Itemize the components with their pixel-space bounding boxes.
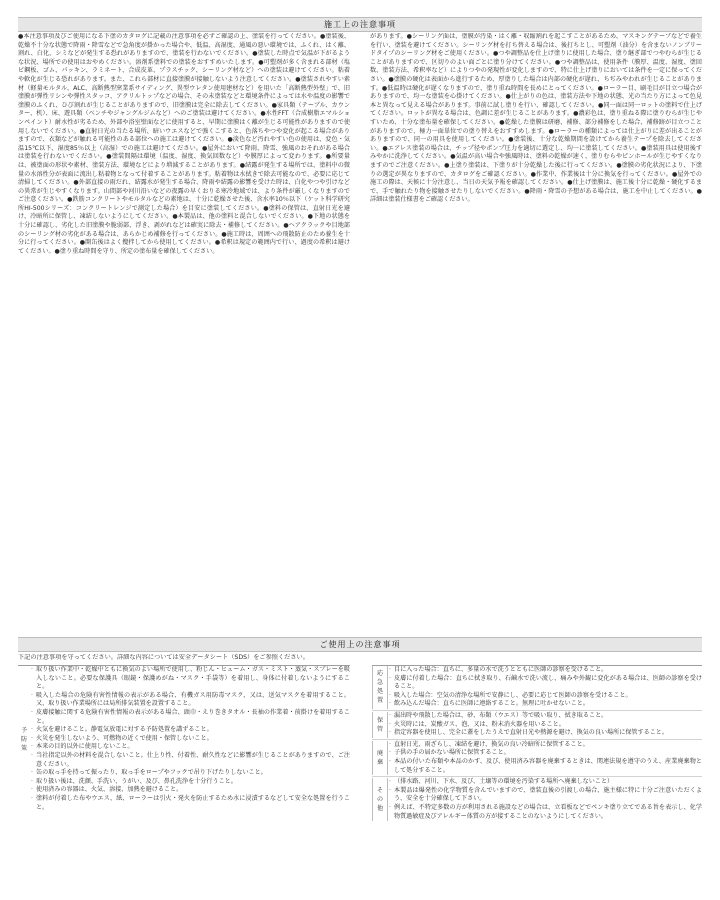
usage-item: · 本製品は爆発性の化学物質を含んでいますので、塗装直後の引渡しの場合、施主様に特に十分ご注意いただくよう、安全を十分確保して下さい。	[388, 787, 702, 804]
group-divider	[372, 739, 702, 740]
usage-group-label-text: 応急処置	[376, 670, 384, 705]
usage-item: · 取り扱い作業中・乾燥中ともに換気のよい場所で使用し、粉じん・ヒューム・ガス・ミスト・蒸気・スプレーを吸入しないこと。必要な保護具（眼鏡・保護めがね・マスク・手袋等）を着用し、身体に付着しないようにすること。	[30, 666, 350, 692]
usage-item-list	[388, 666, 702, 709]
usage-item: · 皮膚に付着した場合：直ちに拭き取り、石鹸水で洗い流し、痛みや外観に変化がある場合は、医師の診察を受けること。	[388, 675, 702, 692]
usage-item: · 漏出時や飛散した場合は、砂、布類（ウエス）等で吸い取り、拭き取ること。	[388, 712, 702, 721]
usage-group-label	[18, 666, 30, 812]
usage-group-label-text: その他	[376, 787, 384, 813]
usage-item: · 缶の取っ手を持って振ったり、取っ手をロープやフックで吊り下げたりしないこと。	[30, 769, 350, 778]
construction-notes-left-text: ●本注意事項及びご使用になる下塗のカタログに記載の注意事項を必ずご確認の上、塗装を行ってください。●塗装後、乾燥不十分な状態で降雨・降雪などで急角度が掛かった場合や、低温、高湿度、通風の悪い環境では、ふくれ、はく離、割れ、白化、シミなどが発生する恐れがありますので、塗装を行わないでください。●塗装した時点で気温が下がるような状況、場所での使用はおやめください。溶剤系塗料での塗装をおすすめいたします。●可塑剤が多く含まれる部材（塩ビ鋼板、ゴム、パッキン、ラミネート、合成皮革、プラスチック、シーリング材など）への塗装は避けてください。粘着や軟化が生じる恐れがあります。また、これら部材に直接塗膜が接触しないよう注意してください。●塗装されやすい素材（軽量モルタル、ALC、高断熱型窯業系サイディング、異型ウレタン使用建材など）を用いた「高断熱型外壁」で、旧塗膜が弾性リシンや弾性スタッコ、アクリルトップなどの場合、その未塗装などと環境条件によっては水や温度の影響で塗膜のふくれ、ひび割れが生じることがありますので、旧塗膜は完全に除去してください。●家具類（テーブル、カウンター、机）、床、遊具類（ベンチやジャングルジムなど）へのご塗装は避けてください。●水性FFT（合成樹脂エマルションペイント）耐水性が劣るため、外部や浴室壁面などに使用すると、早期に塗膜はく離が生じる可能性がありますので使用しないでください。●直射日光の当たる場所、暗いウエスなどで強くこすると、色落ちやつや変化が起こる場合がありますので、衣類などが触れる可能性のある部位への施工は避けてください。●淡色など汚れやすい色の使用は、変色・気温15℃以下、湿度85％以上（高湿）での施工は避けてください。●屋外において降雨、降雪、強風のおそれがある場合は塗装を行わないでください。●塗装間隔は環境（温度、湿度、換気回数など）や膜厚によって変わります。●所要量は、被塗面の形状や素材、塗装方法、環境などにより増減することがあります。●結露が発生する場所では、塗料中の微量の水溶性分が表面に流出し粘着物となって付着することがあります。粘着物は水拭きで除去可能なので、必要に応じて清掃してください。●外部直接の雨だれ、結露水が発生する場合、降雨や結露の影響を受けた時は、白化やつや引けなどの異常が生じやすくなります。山間部や河川沿いなどの夜露の早くおりる寒冷地域では、より条件が厳しくなりますのでご注意ください。●鉄筋コンクリートやモルタルなどの素地は、十分に乾燥させた後、含水率10％以下（ケット科学研究所HI-500シリーズ：コンクリートレンジで測定した場合）を目安に塗装してください。●塗料の保管は、直射日光を避け、冷暗所に保管し、凍結しないようにしてください。●本製品は、他の塗料と混合しないでください。●下地の状態を十分に確認し、劣化した旧塗膜や脆弱部、浮き、剥がれなどは確実に除去・補修してください。●ヘアクラックや目地部のシーリング材の劣化がある場合は、あらかじめ補修を行ってください。●施工時は、周囲への飛散防止のため養生を十分に行ってください。●開缶後はよく攪拌してから使用してください。●希釈は規定の範囲内で行い、過度の希釈は避けてください。●塗り重ね時間を守り、所定の塗布量を確保してください。	[18, 33, 350, 255]
usage-item: · 本品の付いた布類や本品のかす、及び、使用済み容器を廃棄するときは、関連法規を遵守のうえ、産業廃棄物として処分すること。	[388, 758, 702, 775]
usage-item: · 飲み込んだ場合：直ちに医師に連絡すること。無理に吐かせないこと。	[388, 700, 702, 709]
group-divider	[372, 710, 702, 711]
usage-group	[372, 741, 702, 775]
usage-item: · 火気を避けること。静電気放電に対する予防処置を講ずること。	[30, 726, 350, 735]
group-divider	[372, 776, 702, 777]
usage-item-list	[388, 712, 702, 738]
usage-item-list	[30, 666, 350, 812]
usage-item-list	[388, 778, 702, 821]
usage-group	[372, 712, 702, 738]
usage-item: · 吸入した場合の危険有害性情報の表示がある場合、有機ガス用防毒マスク、又は、送気マスクを着用すること。又、取り扱い作業場所には局所排気装置を設置すること。	[30, 692, 350, 709]
usage-item: · 本来の目的以外に使用しないこと。	[30, 743, 350, 752]
usage-item: · 指定容器を使用し、完全に蓋をしたうえで直射日光や熱源を避け、換気の良い場所に保管すること。	[388, 729, 702, 738]
usage-item: · 直射日光、雨ざらし、凍結を避け、換気の良い冷暗所に保管すること。	[388, 741, 702, 750]
usage-item: · 吸入した場合：空気の清浄な場所で安静にし、必要に応じて医師の診察を受けること。	[388, 692, 702, 701]
usage-notes-left	[18, 665, 350, 898]
usage-notes-right	[372, 665, 702, 898]
usage-item: · 使用済みの容器は、火気、溶接、加熱を避けること。	[30, 786, 350, 795]
usage-item-list	[388, 741, 702, 775]
section-title-construction: 施工上の注意事項	[18, 17, 702, 32]
usage-group-label	[372, 666, 388, 709]
usage-group	[18, 666, 350, 812]
usage-group-label	[372, 741, 388, 775]
usage-intro: 下記の注意事項を守ってください。詳細な内容については安全データシート（SDS）をご参照ください。	[18, 654, 309, 661]
construction-notes-right-column	[370, 33, 702, 618]
construction-notes	[18, 33, 702, 618]
usage-group	[372, 666, 702, 709]
usage-group-label-text: 保管	[376, 716, 384, 733]
usage-item: · 取り扱い後は、洗顔、手洗い、うがい、及び、鼻孔洗浄を十分行うこと。	[30, 778, 350, 787]
usage-item: · （排水路、河川、下水、及び、土壌等の環境を汚染する場所へ廃棄しないこと）	[388, 778, 702, 787]
section-title-usage: ご使用上の注意事項	[18, 637, 702, 652]
usage-item: · 火災時には、炭酸ガス、泡、又は、粉末消火器を用いること。	[388, 721, 702, 730]
construction-notes-right-text: があります。●シーリング面は、塗膜が汚染・はく離・収縮割れを起こすことがあるため、マスキングテープなどで養生を行い、塗装を避けてください。シーリング材を打ち替える場合は、後打ちとし、可塑剤（油分）を含まないノンブリードタイプのシーリング材をご使用ください。●つや調整品を仕上げ塗りに使用した場合、塗り継ぎ部でつやむらが生じることがありますので、区切りのよい面ごとに塗り分けてください。●つや調整品は、使用条件（膜厚、温度、湿度、塗回数、塗装方法、希釈率など）によりつやの発現性が変化しますので、特に仕上げ塗りにおいては条件を一定に保ってください。●塗膜の硬化は表面から進行するため、厚塗りした場合は内部の硬化が遅れ、ちぢみやわれが生じることがあります。●低温時は硬化が遅くなりますので、塗り重ね時間を長めにとってください。●ローラー目、刷毛目が目立つ場合がありますので、均一な塗装を心掛けてください。●仕上がりの色は、塗装方法や下地の状態、光の当たり方によって色見本と異なって見える場合があります。事前に試し塗りを行い、確認してください。●同一面は同一ロットの塗料で仕上げてください。ロットが異なる場合は、色調に差が生じることがあります。●濃彩色は、塗り重ねる際に塗りむらが生じやすいため、十分な塗布量を確保してください。●乾燥した塗膜は研磨、補修、部分補修をした場合、補修跡が目立つことがありますので、極力一面単位での塗り替えをおすすめします。●ローラーの種類によっては仕上がりに差が出ることがありますので、同一の用具を使用してください。●塗装後、十分な乾燥期間を設けてから養生テープを除去してください。●エアレス塗装の場合は、チップ径やポンプ圧力を適切に選定し、均一に塗装してください。●塗装用具は使用後すみやかに洗浄してください。●気温が高い場合や強風時は、塗料の乾燥が速く、塗りむらやピンホールが生じやすくなりますのでご注意ください。●上塗り塗装は、下塗りが十分乾燥した後に行ってください。●塗膜の劣化状況により、下塗りの選定が異なりますので、カタログをご確認ください。●作業中、作業後は十分に換気を行ってください。●屋外での施工の際は、天候に十分注意し、当日の天気予報を確認してください。●仕上げ塗膜は、施工後十分に乾燥・硬化するまで、手で触れたり物を接触させたりしないでください。●降雨・降雪の予想がある場合は、施工を中止してください。●詳細は塗装仕様書をご確認ください。	[370, 33, 702, 204]
usage-group-label-text: 廃棄	[376, 749, 384, 766]
usage-item: · 皮膚接触に関する危険有害性情報の表示がある場合、頭巾・えり巻きタオル・長袖の作業着・前掛けを着用すること。	[30, 709, 350, 726]
construction-notes-left-column	[18, 33, 350, 618]
usage-group-label-text: 予防策	[20, 726, 28, 752]
usage-item: · 火災を発生しないよう、可燃物の近くで使用・保管しないこと。	[30, 735, 350, 744]
usage-item: · 例えば、不特定多数の方が利用される施設などの場合は、立看板などでペンキ塗り立てである旨を表示し、化学物質過敏症及びアレルギー体質の方が接することのないようにしてください。	[388, 804, 702, 821]
usage-item: · 子供の手の届かない場所に保管すること。	[388, 749, 702, 758]
usage-group	[372, 778, 702, 821]
usage-item: · 目に入った場合：直ちに、多量の水で洗うとともに医師の診察を受けること。	[388, 666, 702, 675]
usage-group-label	[372, 778, 388, 821]
usage-group-label	[372, 712, 388, 738]
usage-item: · 当社指定以外の材料を混合しないこと。仕上り性、付着性、耐久性などに影響が生じることがありますので、ご注意ください。	[30, 752, 350, 769]
usage-item: · 塗料が付着した布やウエス、紙、ローラーは引火・発火を防止するため水に浸漬するなどして安全な処置を行うこと。	[30, 795, 350, 812]
